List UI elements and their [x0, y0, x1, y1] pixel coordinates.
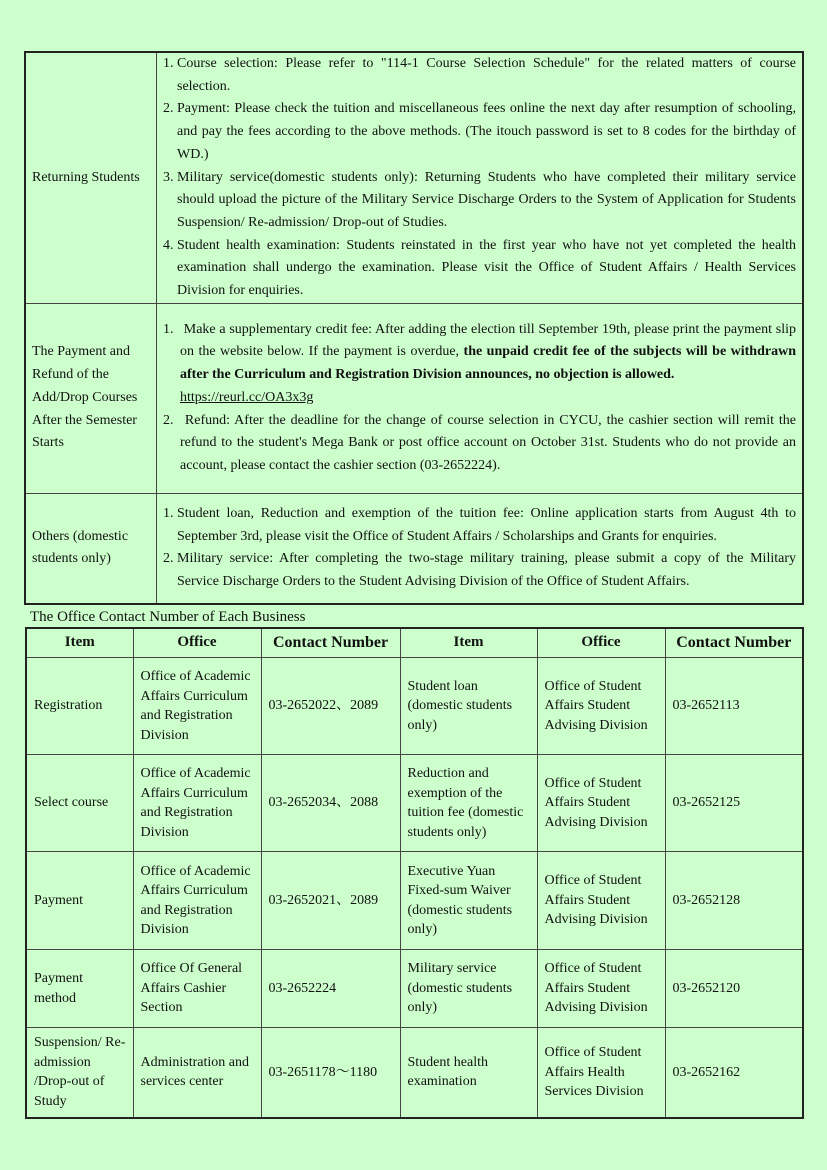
office-cell: Office of Student Affairs Student Advising Division [537, 950, 665, 1028]
number-cell: 03-2652034、2088 [261, 755, 400, 852]
contact-table-title: The Office Contact Number of Each Business [30, 609, 306, 625]
warning-text: the unpaid credit fee of the subjects will be withdrawn after the Curriculum and Registration Division announces, no objection is allowed. [180, 344, 796, 383]
office-cell: Office Of General Affairs Cashier Section [133, 950, 261, 1028]
add-drop-payment-row [25, 303, 803, 493]
office-cell: Office of Academic Affairs Curriculum and Registration Division [133, 755, 261, 852]
column-header: Item [26, 628, 133, 658]
item-cell: Student health examination [400, 1028, 537, 1118]
office-cell: Office of Student Affairs Student Advising Division [537, 658, 665, 755]
number-cell: 03-2652162 [665, 1028, 803, 1118]
row-label: Others (domestic students only) [25, 493, 157, 604]
list-item: 1. Make a supplementary credit fee: After adding the election till September 19th, please print the payment slip on the website below. If the payment is overdue, the unpaid credit fee of the subjects will be withdrawn after the Curriculum and Registration Division announces, no objection is allowed. https://reurl.cc/OA3x3g [163, 321, 797, 405]
number-cell: 03-2652022、2089 [261, 658, 400, 755]
payment-link[interactable]: https://reurl.cc/OA3x3g [180, 389, 314, 405]
item-cell: Reduction and exemption of the tuition fee (domestic students only) [400, 755, 537, 852]
returning-students-row [25, 52, 803, 303]
office-cell: Administration and services center [133, 1028, 261, 1118]
others-row [25, 493, 803, 604]
table-row [26, 755, 803, 852]
item-cell: Payment [26, 852, 133, 950]
number-cell: 03-2652224 [261, 950, 400, 1028]
list-item: 2. Payment: Please check the tuition and miscellaneous fees online the next day after resumption of schooling, and pay the fees according to the above methods. (The itouch password is set to 8 codes for the birthday of WD.) [163, 101, 796, 162]
column-header: Contact Number [665, 628, 803, 658]
item-cell: Student loan (domestic students only) [400, 658, 537, 755]
row-label: The Payment and Refund of the Add/Drop Courses After the Semester Starts [25, 303, 157, 493]
number-cell: 03-2652113 [665, 658, 803, 755]
office-cell: Office of Student Affairs Student Advising Division [537, 852, 665, 950]
table-row [26, 950, 803, 1028]
contact-table [25, 627, 804, 1119]
office-cell: Office of Student Affairs Health Services Division [537, 1028, 665, 1118]
table-row [26, 1028, 803, 1118]
table-row [26, 658, 803, 755]
number-cell: 03-2652120 [665, 950, 803, 1028]
table-header-row [26, 628, 803, 658]
column-header: Contact Number [261, 628, 400, 658]
column-header: Office [537, 628, 665, 658]
item-cell: Executive Yuan Fixed-sum Waiver (domestic students only) [400, 852, 537, 950]
list-item: 1. Course selection: Please refer to "114-1 Course Selection Schedule" for the related matters of course selection. [163, 56, 796, 94]
list-item: 4. Student health examination: Students reinstated in the first year who have not yet completed the health examination shall undergo the examination. Please visit the Office of Student Affairs / Health Services Division for enquiries. [163, 237, 796, 299]
information-table [24, 51, 804, 605]
office-cell: Office of Academic Affairs Curriculum and Registration Division [133, 852, 261, 950]
number-cell: 03-2652021、2089 [261, 852, 400, 950]
list-item: 1. Student loan, Reduction and exemption of the tuition fee: Online application starts from August 4th to September 3rd, please visit the Office of Student Affairs / Scholarships and Grants for enquiries. [163, 506, 796, 544]
row-label: Returning Students [25, 52, 157, 303]
list-item: 3. Military service(domestic students only): Returning Students who have completed their military service should upload the picture of the Military Service Discharge Orders to the System of Application for Students Suspension/ Re-admission/ Drop-out of Studies. [163, 169, 796, 230]
item-cell: Suspension/ Re-admission /Drop-out of Study [26, 1028, 133, 1118]
item-cell: Registration [26, 658, 133, 755]
office-cell: Office of Academic Affairs Curriculum and Registration Division [133, 658, 261, 755]
number-cell: 03-2652125 [665, 755, 803, 852]
item-cell: Military service (domestic students only) [400, 950, 537, 1028]
number-cell: 03-2652128 [665, 852, 803, 950]
list-item: 2. Refund: After the deadline for the change of course selection in CYCU, the cashier section will remit the refund to the student's Mega Bank or post office account on October 31st. Students who do not provide an account, please contact the cashier section (03-2652224). [163, 412, 796, 473]
item-cell: Select course [26, 755, 133, 852]
office-cell: Office of Student Affairs Student Advising Division [537, 755, 665, 852]
column-header: Office [133, 628, 261, 658]
item-cell: Payment method [26, 950, 133, 1028]
column-header: Item [400, 628, 537, 658]
number-cell: 03-2651178～1180 [261, 1028, 400, 1118]
list-item: 2. Military service: After completing the two-stage military training, please submit a copy of the Military Service Discharge Orders to the Student Advising Division of the Office of Student Affairs. [163, 551, 796, 590]
table-row [26, 852, 803, 950]
